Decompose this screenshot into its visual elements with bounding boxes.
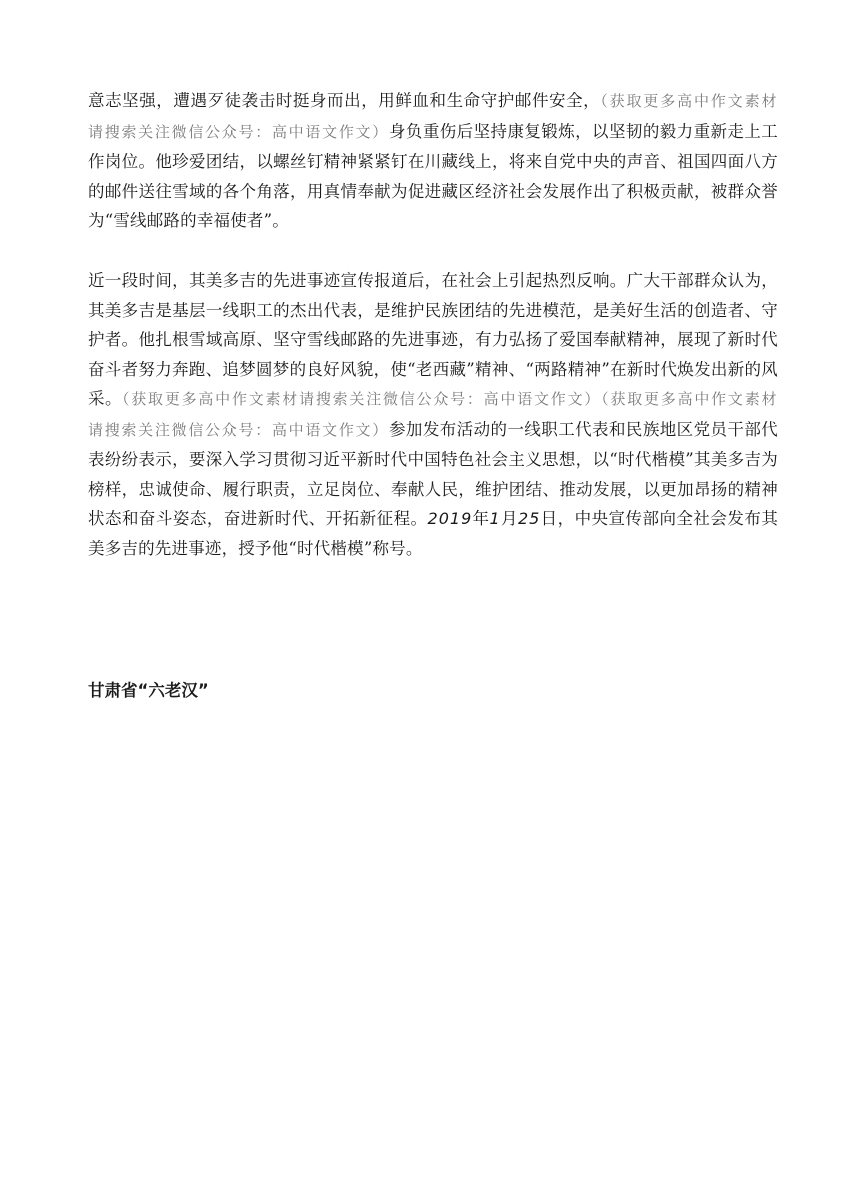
promo-note: （获取更多高中作文素材请搜索关注微信公众号：高中语文作文）: [88, 92, 778, 141]
promo-note: （获取更多高中作文素材请搜索关注微信公众号：高中语文作文）: [88, 390, 778, 439]
paragraph-1-text-2: 身负重伤后坚持康复锻炼，以坚韧的毅力重新走上工作岗位。他珍爱团结，以螺丝钉精神紧紧钉在川藏线上，将来自党中央的声音、祖国四面八方的邮件送往雪域的各个角落，用真情奉献为促进藏区经济社会发展作出了积极贡献，被群众誉为“雪线邮路的幸福使者”。: [88, 121, 778, 230]
date-month-unit: 月: [500, 509, 518, 528]
promo-note: （获取更多高中作文素材请搜索关注微信公众号：高中语文作文）: [121, 390, 602, 408]
paragraph-1: [88, 86, 778, 236]
paragraph-2-text-3: 日，中央宣传部向全社会发布其美多吉的先进事迹，授予他“时代楷模”称号。: [88, 509, 779, 558]
section-heading: 甘肃省“六老汉”: [88, 681, 209, 700]
date-month: 1: [489, 509, 501, 528]
date-year-unit: 年: [472, 509, 490, 528]
date-year: 2019: [427, 509, 473, 528]
paragraph-1-text-1: 意志坚强，遭遇歹徒袭击时挺身而出，用鲜血和生命守护邮件安全，: [88, 91, 601, 110]
paragraph-2: [88, 266, 778, 563]
paragraph-2-text-1: 近一段时间，其美多吉的先进事迹宣传报道后，在社会上引起热烈反响。广大干部群众认为，其美多吉是基层一线职工的杰出代表，是维护民族团结的先进模范，是美好生活的创造者、守护者。他扎根雪域高原、坚守雪线邮路的先进事迹，有力弘扬了爱国奉献精神，展现了新时代奋斗者努力奔跑、追梦圆梦的良好风貌，使“老西藏”精神、“两路精神”在新时代焕发出新的风采。: [88, 271, 778, 408]
date-day: 25: [517, 509, 541, 528]
paragraph-2-text-2: 参加发布活动的一线职工代表和民族地区党员干部代表纷纷表示，要深入学习贯彻习近平新时代中国特色社会主义思想，以“时代楷模”其美多吉为榜样，忠诚使命、履行职责，立足岗位、奉献人民，维护团结、推动发展，以更加昂扬的精神状态和奋斗姿态，奋进新时代、开拓新征程。: [88, 419, 778, 528]
